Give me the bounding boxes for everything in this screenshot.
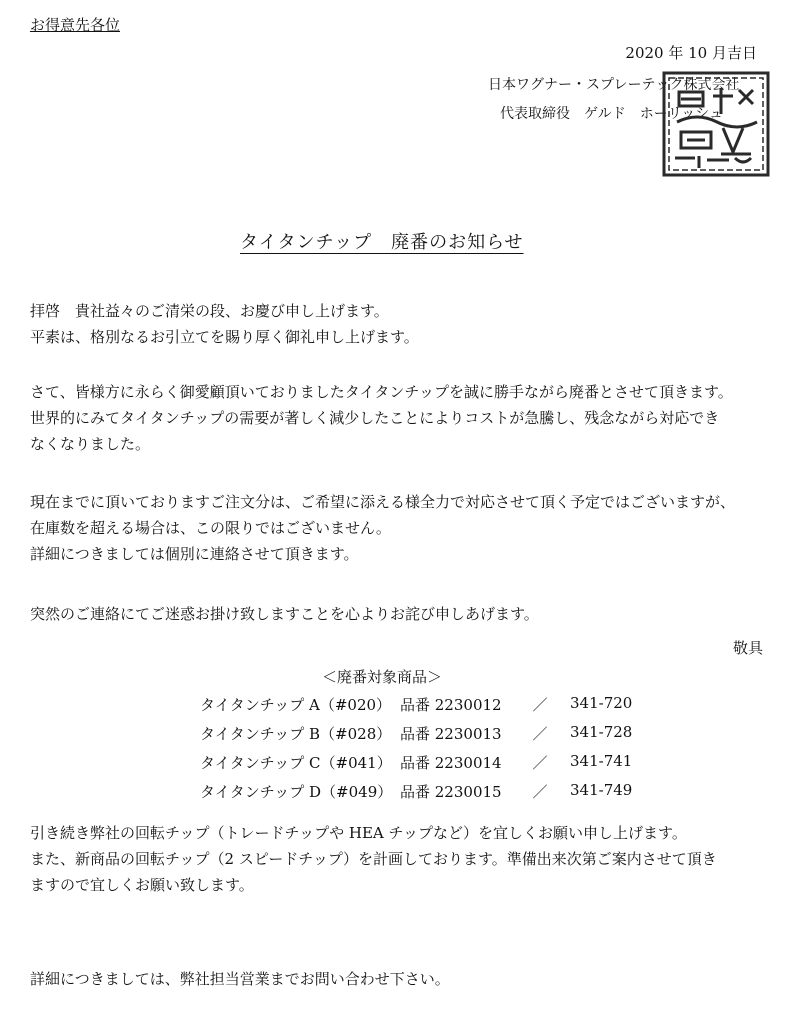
item-separator: ／: [532, 725, 548, 743]
item-name: タイタンチップ A（#020）: [200, 696, 392, 714]
text-line: また、新商品の回転チップ（2 スピードチップ）を計画しております。準備出来次第ご案内させて頂き: [30, 850, 717, 868]
item-name: タイタンチップ B（#028）: [200, 725, 392, 743]
page-title: タイタンチップ 廃番のお知らせ: [240, 232, 524, 253]
item-part-number: 品番 2230014: [400, 754, 502, 772]
item-separator: ／: [532, 696, 548, 714]
discontinued-heading: ＜廃番対象商品＞: [322, 668, 443, 686]
list-item: [200, 723, 650, 752]
company-seal: [661, 70, 771, 178]
text-line: 詳細につきましては個別に連絡させて頂きます。: [30, 545, 359, 563]
footer-note: [30, 966, 790, 992]
text-line: 詳細につきましては、弊社担当営業までお問い合わせ下さい。: [30, 970, 450, 988]
list-item: [200, 781, 650, 810]
text-line: 現在までに頂いておりますご注文分は、ご希望に添える様全力で対応させて頂く予定ではございますが、: [30, 493, 736, 511]
item-part-number: 品番 2230015: [400, 783, 502, 801]
text-line: 世界的にみてタイタンチップの需要が著しく減少したことによりコストが急騰し、残念ながら対応でき: [30, 409, 720, 427]
item-code: 341-720: [570, 694, 633, 712]
company-name: 日本ワグナー・スプレーテック株式会社: [488, 77, 740, 93]
addressee: お得意先各位: [30, 16, 121, 34]
item-separator: ／: [532, 783, 548, 801]
representative: 代表取締役 ゲルド ホーリッシュ: [500, 106, 723, 122]
text-line: さて、皆様方に永らく御愛顧頂いておりましたタイタンチップを誠に勝手ながら廃番とさせて頂きます。: [30, 383, 733, 401]
text-line: 平素は、格別なるお引立てを賜り厚く御礼申し上げます。: [30, 328, 419, 346]
list-item: [200, 752, 650, 781]
item-code: 341-741: [570, 752, 633, 770]
item-name: タイタンチップ D（#049）: [200, 783, 393, 801]
discontinued-list: [200, 694, 650, 810]
list-item: [200, 694, 650, 723]
item-code: 341-728: [570, 723, 633, 741]
announcement-paragraph: [30, 379, 790, 457]
orders-paragraph: [30, 489, 790, 567]
followup-paragraph: [30, 820, 790, 898]
text-line: 突然のご連絡にてご迷惑お掛け致しますことを心よりお詫び申しあげます。: [30, 605, 539, 623]
item-separator: ／: [532, 754, 548, 772]
item-part-number: 品番 2230012: [400, 696, 502, 714]
letter-date: 2020 年 10 月吉日: [625, 44, 757, 62]
greeting-paragraph: [30, 298, 790, 350]
item-name: タイタンチップ C（#041）: [200, 754, 392, 772]
text-line: 拝啓 貴社益々のご清栄の段、お慶び申し上げます。: [30, 302, 389, 320]
text-line: 在庫数を超える場合は、この限りではございません。: [30, 519, 391, 537]
text-line: ますので宜しくお願い致します。: [30, 876, 254, 894]
closing-word: 敬具: [732, 639, 763, 657]
item-part-number: 品番 2230013: [400, 725, 502, 743]
text-line: 引き続き弊社の回転チップ（トレードチップや HEA チップなど）を宜しくお願い申し上げます。: [30, 824, 687, 842]
text-line: なくなりました。: [30, 435, 151, 453]
item-code: 341-749: [570, 781, 633, 799]
apology-paragraph: [30, 601, 790, 627]
